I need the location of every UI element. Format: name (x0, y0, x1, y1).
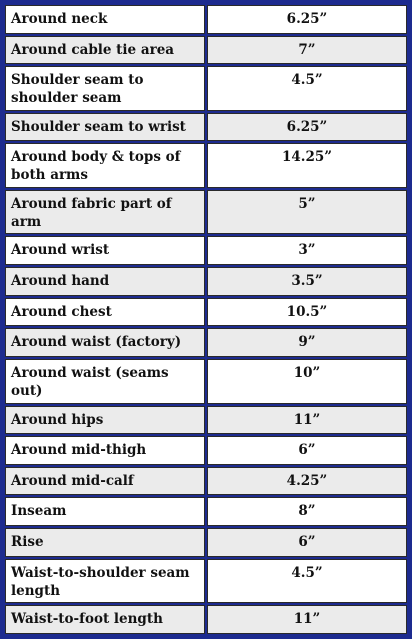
measurement-label: Around waist (seams out) (5, 359, 205, 404)
measurement-label: Around mid-calf (5, 467, 205, 496)
table-row (5, 113, 407, 142)
table-row (5, 359, 407, 404)
measurements-table (3, 3, 409, 636)
measurement-value: 11” (207, 605, 407, 634)
measurement-label: Shoulder seam to shoulder seam (5, 66, 205, 111)
measurement-label: Rise (5, 528, 205, 557)
measurement-value: 3.5” (207, 267, 407, 296)
measurement-label: Around chest (5, 298, 205, 327)
measurement-value: 3” (207, 236, 407, 265)
table-row (5, 267, 407, 296)
table-row (5, 5, 407, 34)
measurement-label: Shoulder seam to wrist (5, 113, 205, 142)
measurement-value: 6” (207, 436, 407, 465)
measurement-label: Around wrist (5, 236, 205, 265)
measurement-label: Waist-to-shoulder seam length (5, 559, 205, 604)
measurement-value: 10” (207, 359, 407, 404)
table-row (5, 190, 407, 235)
measurement-value: 4.5” (207, 559, 407, 604)
measurement-label: Around hand (5, 267, 205, 296)
table-row (5, 559, 407, 604)
measurement-label: Inseam (5, 497, 205, 526)
measurement-value: 6” (207, 528, 407, 557)
table-row (5, 406, 407, 435)
measurement-value: 10.5” (207, 298, 407, 327)
measurement-label: Around hips (5, 406, 205, 435)
table-row (5, 467, 407, 496)
table-row (5, 236, 407, 265)
measurement-label: Around body & tops of both arms (5, 143, 205, 188)
measurement-value: 7” (207, 36, 407, 65)
table-row (5, 143, 407, 188)
measurement-value: 9” (207, 328, 407, 357)
measurement-label: Around waist (factory) (5, 328, 205, 357)
measurement-value: 14.25” (207, 143, 407, 188)
measurement-value: 6.25” (207, 113, 407, 142)
table-row (5, 436, 407, 465)
measurement-value: 11” (207, 406, 407, 435)
measurement-value: 4.25” (207, 467, 407, 496)
measurement-value: 5” (207, 190, 407, 235)
measurement-label: Waist-to-foot length (5, 605, 205, 634)
table-row (5, 605, 407, 634)
measurement-value: 6.25” (207, 5, 407, 34)
table-row (5, 497, 407, 526)
measurement-value: 8” (207, 497, 407, 526)
table-row (5, 528, 407, 557)
measurement-label: Around fabric part of arm (5, 190, 205, 235)
measurement-label: Around mid-thigh (5, 436, 205, 465)
measurement-label: Around cable tie area (5, 36, 205, 65)
measurement-label: Around neck (5, 5, 205, 34)
table-row (5, 66, 407, 111)
measurement-value: 4.5” (207, 66, 407, 111)
table-row (5, 328, 407, 357)
table-row (5, 36, 407, 65)
table-row (5, 298, 407, 327)
